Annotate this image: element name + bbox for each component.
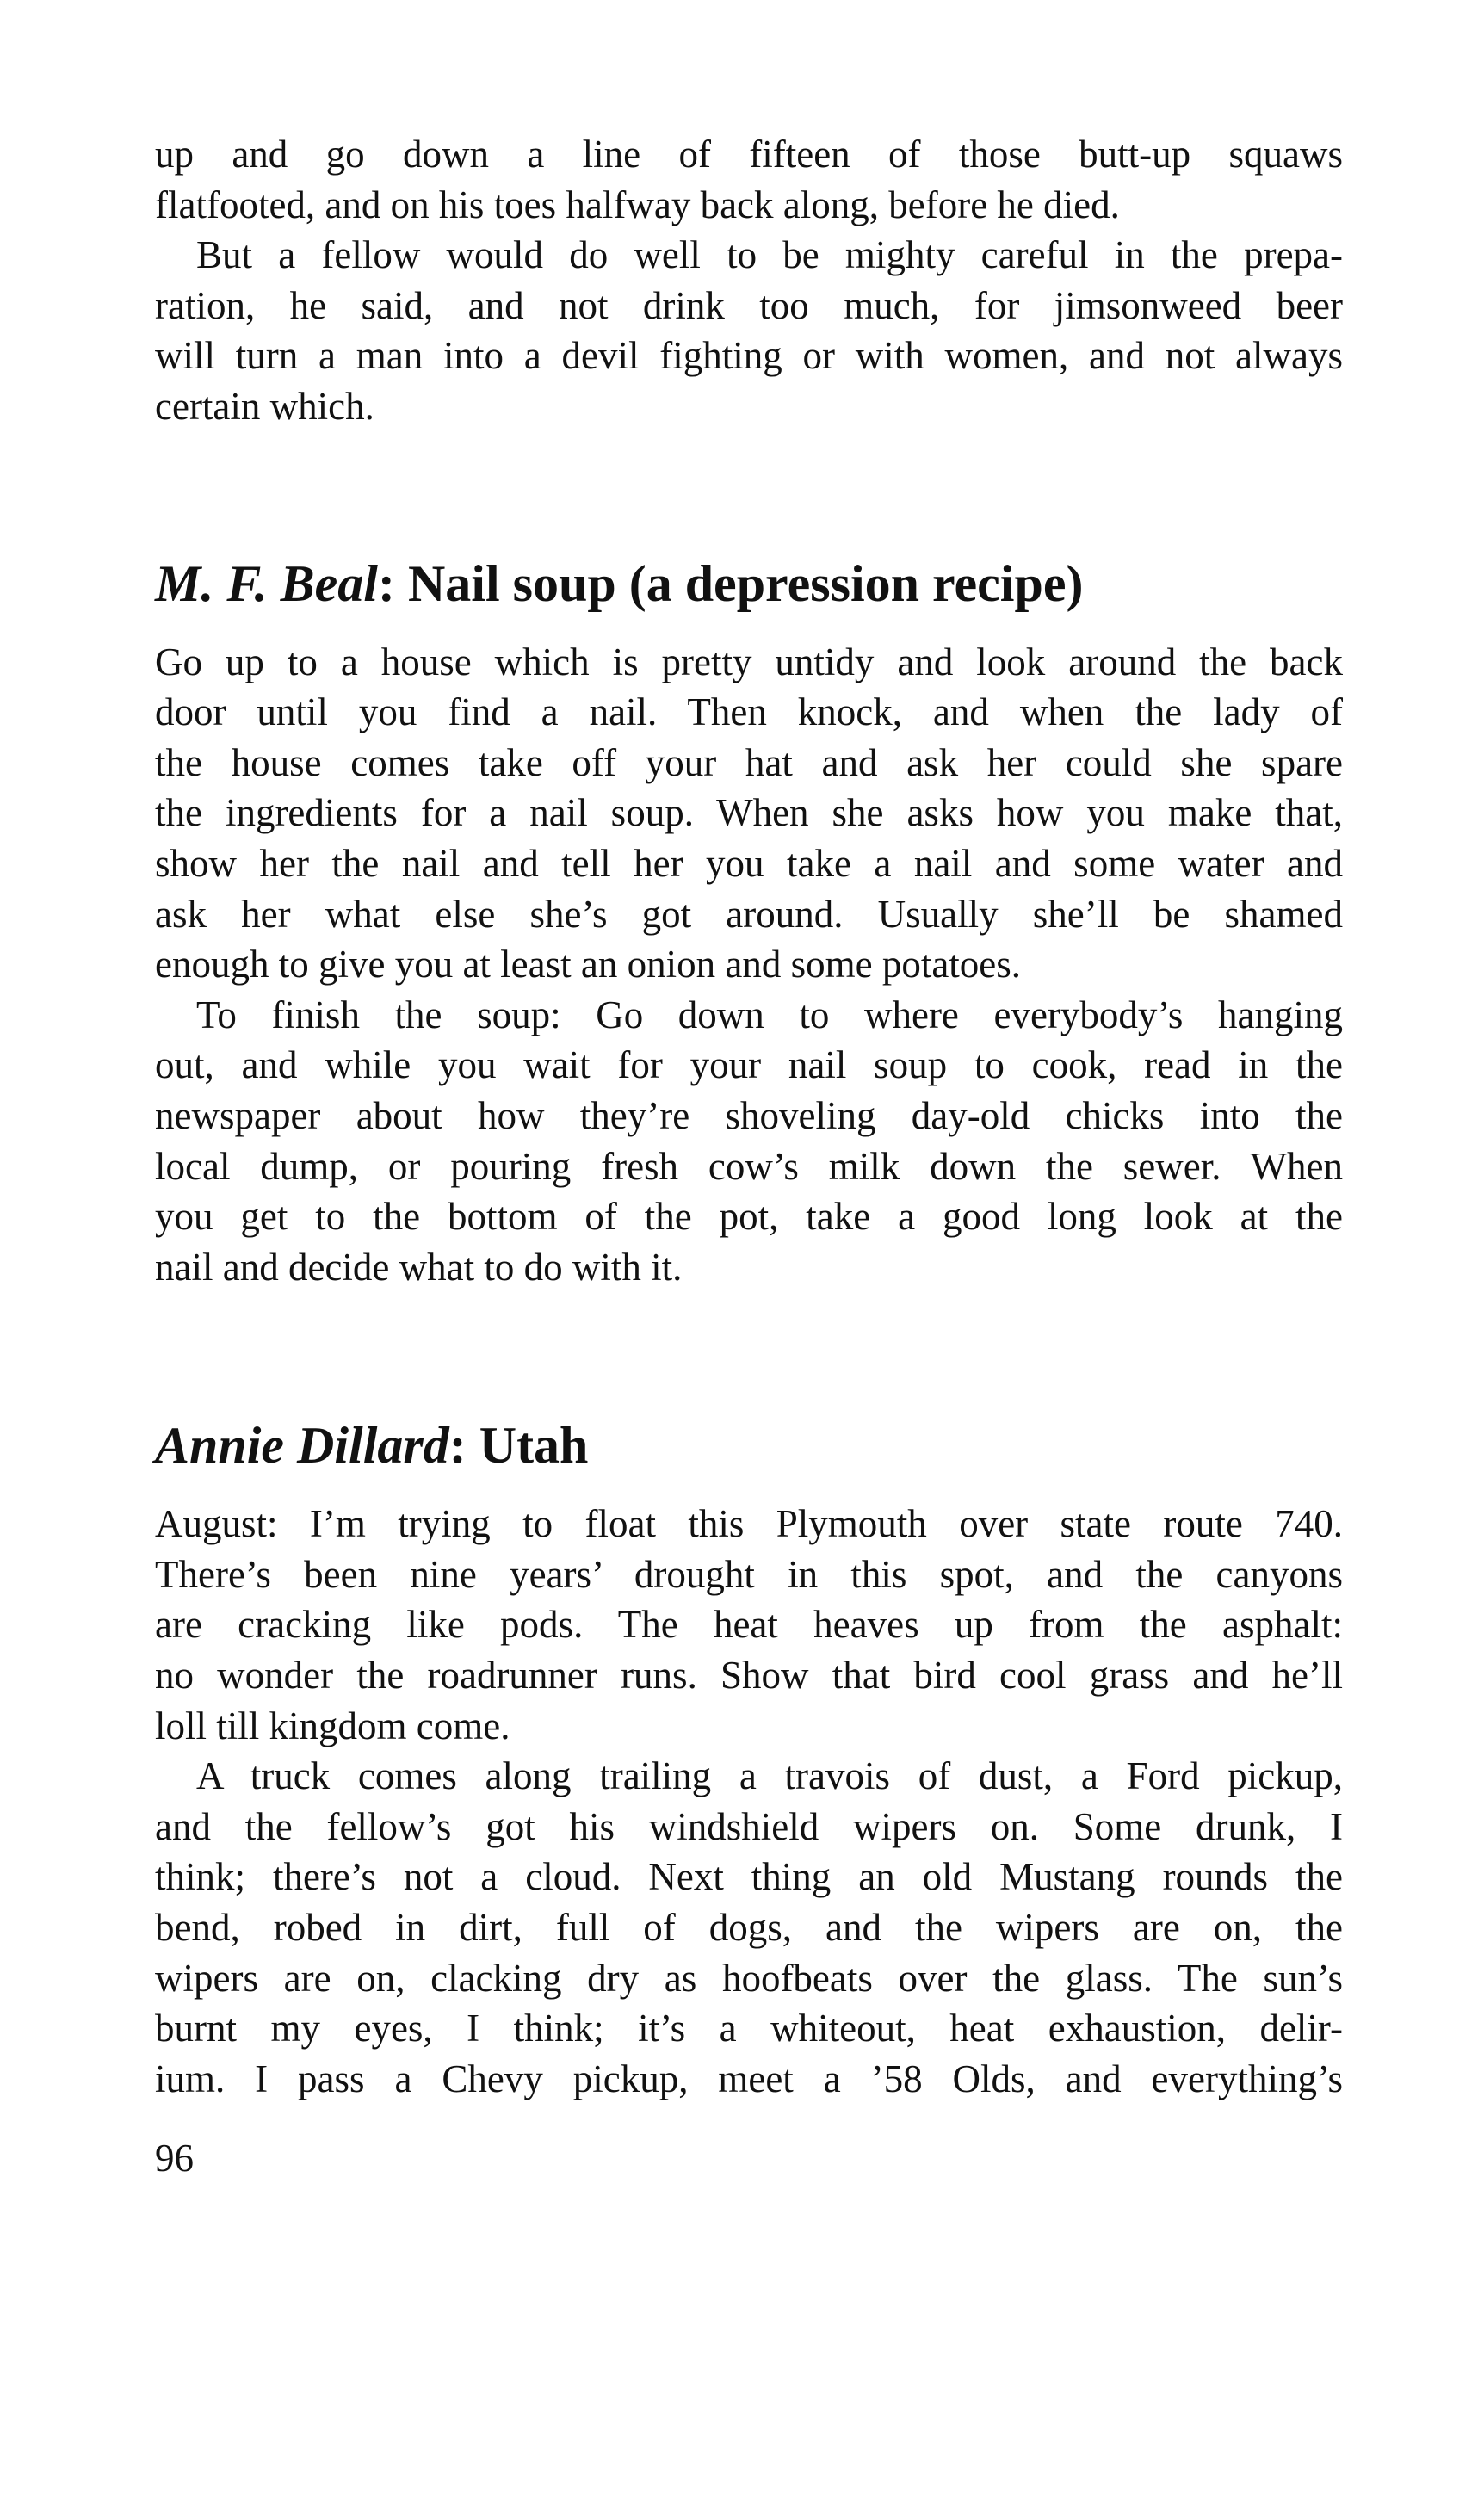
text-line: think; there’s not a cloud. Next thing an old Mustang rounds the (155, 1855, 1343, 1899)
text-line: August: I’m trying to float this Plymouth over state route 740. (155, 1502, 1343, 1546)
text-line: newspaper about how they’re shoveling day-old chicks into the (155, 1093, 1343, 1137)
text-line: are cracking like pods. The heat heaves up from the asphalt: (155, 1603, 1343, 1647)
section-title: Nail soup (a depression recipe) (407, 554, 1084, 612)
text-line: the ingredients for a nail soup. When she asks how you make that, (155, 791, 1343, 835)
section-heading (155, 553, 1343, 615)
text-line: Go up to a house which is pretty untidy and look around the back (155, 640, 1343, 683)
continued-paragraph (155, 129, 1343, 230)
text-line: There’s been nine years’ drought in this spot, and the canyons (155, 1552, 1343, 1596)
text-line: door until you find a nail. Then knock, and when the lady of (155, 690, 1343, 734)
page-number: 96 (155, 2137, 194, 2180)
text-line: will turn a man into a devil fighting or with women, and not always (155, 334, 1343, 378)
text-line: you get to the bottom of the pot, take a good long look at the (155, 1195, 1343, 1239)
paragraph (155, 1751, 1343, 2104)
heading-separator: : (377, 554, 408, 612)
text-line: show her the nail and tell her you take a nail and some water and (155, 841, 1343, 885)
text-line: loll till kingdom come. (155, 1704, 510, 1747)
section-title: Utah (479, 1417, 589, 1475)
section-heading (155, 1414, 1343, 1476)
paragraph (155, 637, 1343, 990)
text-line: A truck comes along trailing a travois of dust, a Ford pickup, (196, 1754, 1343, 1798)
text-line: up and go down a line of fifteen of those butt-up squaws (155, 133, 1343, 176)
text-line: out, and while you wait for your nail soup to cook, read in the (155, 1043, 1343, 1087)
text-line: enough to give you at least an onion and some potatoes. (155, 943, 1022, 987)
book-page (155, 129, 1343, 2104)
text-line: wipers are on, clacking dry as hoofbeats over the glass. The sun’s (155, 1956, 1343, 2000)
text-line: and the fellow’s got his windshield wipers on. Some drunk, I (155, 1804, 1343, 1848)
paragraph (155, 990, 1343, 1293)
heading-separator: : (448, 1417, 479, 1475)
text-line: local dump, or pouring fresh cow’s milk down the sewer. When (155, 1144, 1343, 1188)
text-line: ask her what else she’s got around. Usually she’ll be shamed (155, 892, 1343, 936)
text-line: To finish the soup: Go down to where everybody’s hanging (196, 993, 1343, 1036)
text-line: burnt my eyes, I think; it’s a whiteout, heat exhaustion, delir- (155, 2007, 1343, 2050)
text-line: nail and decide what to do with it. (155, 1245, 683, 1289)
text-line: bend, robed in dirt, full of dogs, and the wipers are on, the (155, 1906, 1343, 1950)
section-author: M. F. Beal (155, 554, 378, 612)
paragraph (155, 230, 1343, 431)
text-line: flatfooted, and on his toes halfway back along, before he died. (155, 182, 1120, 226)
paragraph (155, 1499, 1343, 1751)
text-line: ration, he said, and not drink too much, for jimsonweed beer (155, 283, 1343, 327)
text-line: ium. I pass a Chevy pickup, meet a ’58 Olds, and everything’s (155, 2057, 1343, 2100)
text-line: But a fellow would do well to be mighty careful in the prepa- (196, 233, 1343, 277)
section-author: Annie Dillard (155, 1417, 449, 1475)
text-line: certain which. (155, 384, 374, 428)
text-line: no wonder the roadrunner runs. Show that bird cool grass and he’ll (155, 1654, 1343, 1698)
text-line: the house comes take off your hat and ask her could she spare (155, 740, 1343, 784)
